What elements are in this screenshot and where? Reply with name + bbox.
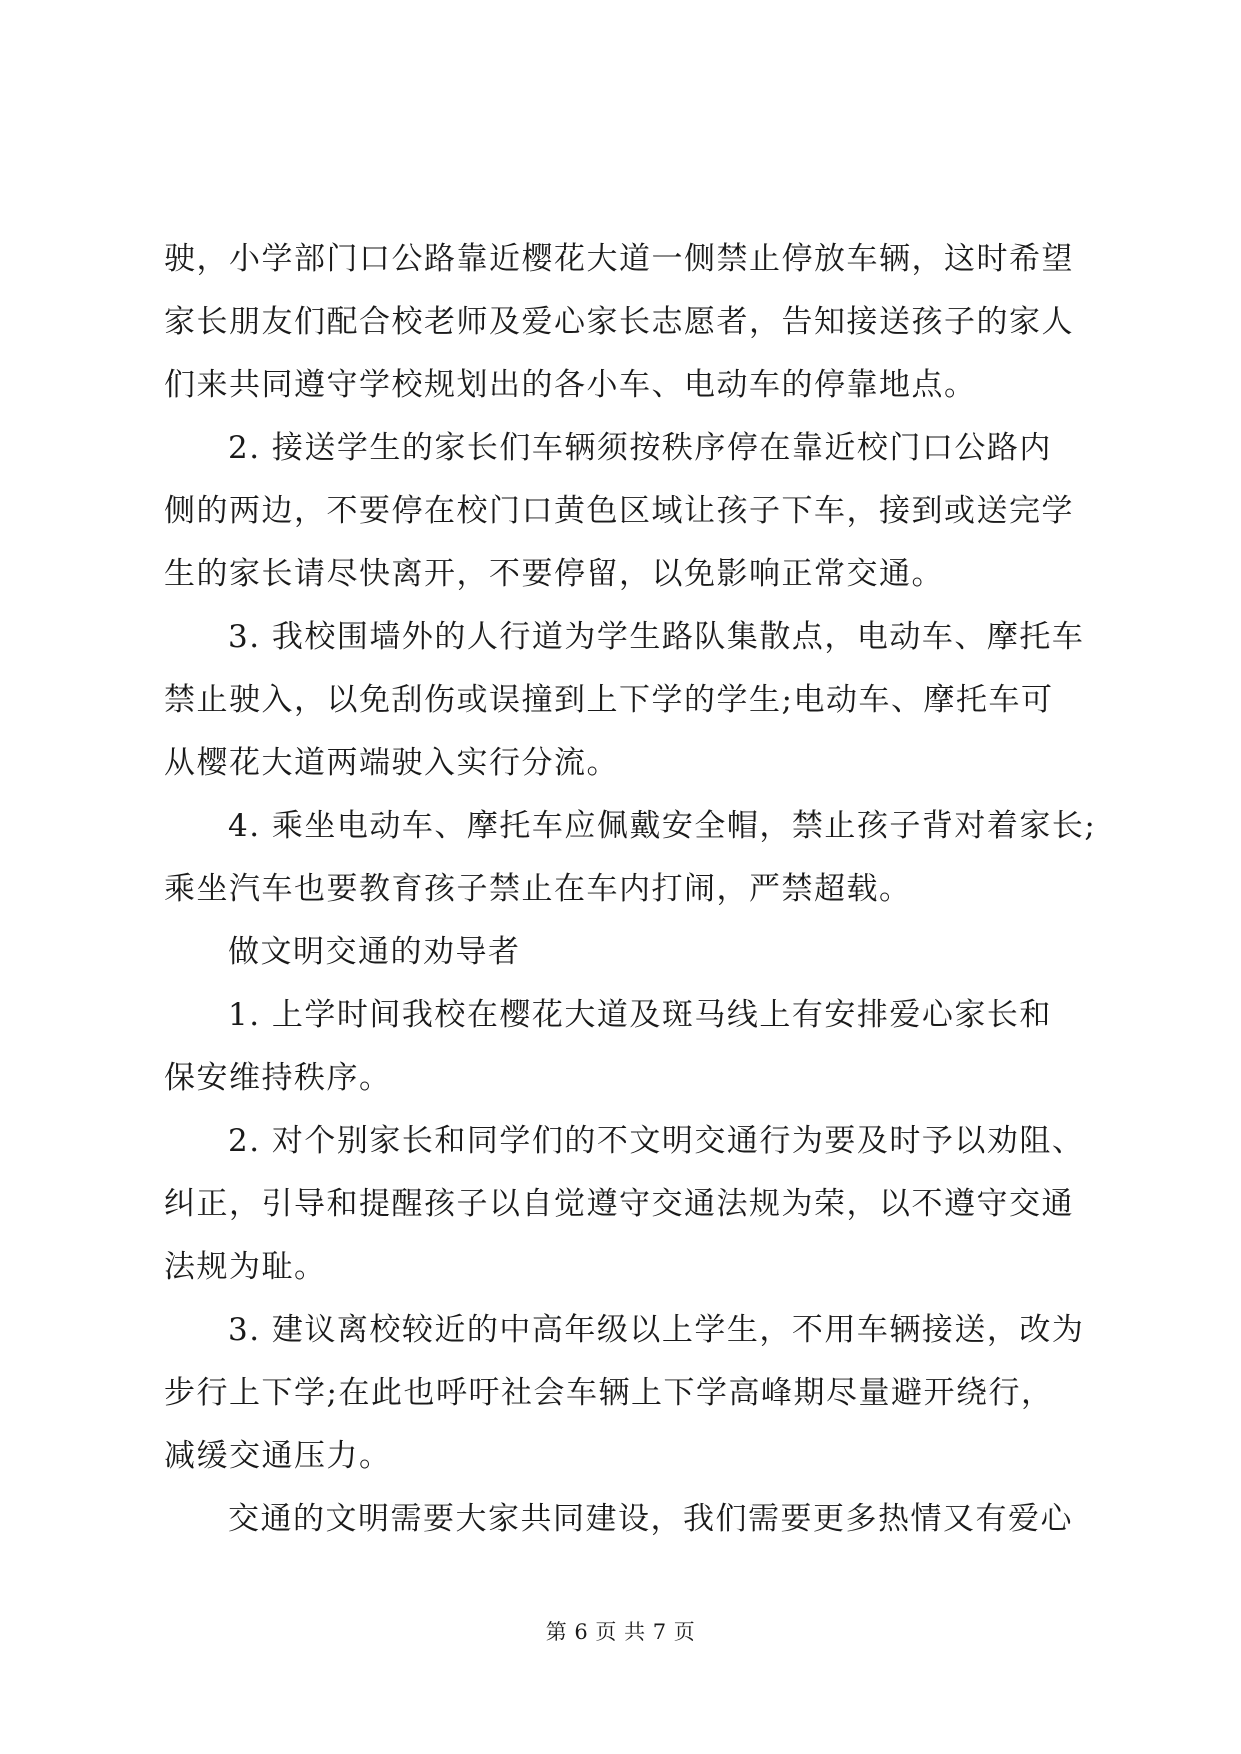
text-line: 保安维持秩序。 <box>164 1060 392 1096</box>
text-line: 禁止驶入，以免刮伤或误撞到上下学的学生;电动车、摩托车可 <box>164 682 1054 718</box>
paragraph-item-3-sidewalk <box>164 606 1084 795</box>
text-line: 纠正，引导和提醒孩子以自觉遵守交通法规为荣，以不遵守交通 <box>164 1186 1074 1222</box>
paragraph-item-2-dropoff <box>164 417 1084 606</box>
section-heading-traffic-advocate <box>164 921 1084 984</box>
page-number-footer: 第 6 页 共 7 页 <box>545 1620 696 1644</box>
text-line: 2. 对个别家长和同学们的不文明交通行为要及时予以劝阻、 <box>228 1123 1085 1159</box>
text-line: 生的家长请尽快离开，不要停留，以免影响正常交通。 <box>164 556 944 592</box>
document-body <box>164 228 1097 1551</box>
paragraph-advocate-item-3 <box>164 1299 1084 1488</box>
text-line: 减缓交通压力。 <box>164 1438 392 1474</box>
text-line: 乘坐汽车也要教育孩子禁止在车内打闹，严禁超载。 <box>164 871 912 907</box>
text-line: 从樱花大道两端驶入实行分流。 <box>164 745 619 781</box>
text-line: 1. 上学时间我校在樱花大道及斑马线上有安排爱心家长和 <box>228 997 1052 1033</box>
paragraph-advocate-item-1 <box>164 984 1084 1110</box>
text-line: 家长朋友们配合校老师及爱心家长志愿者，告知接送孩子的家人 <box>164 304 1074 340</box>
paragraph-item-4-helmets <box>164 795 1097 921</box>
text-line: 侧的两边，不要停在校门口黄色区域让孩子下车，接到或送完学 <box>164 493 1074 529</box>
text-line: 4. 乘坐电动车、摩托车应佩戴安全帽，禁止孩子背对着家长; <box>228 808 1097 844</box>
text-line: 们来共同遵守学校规划出的各小车、电动车的停靠地点。 <box>164 367 977 403</box>
text-line: 交通的文明需要大家共同建设，我们需要更多热情又有爱心 <box>228 1501 1073 1537</box>
paragraph-parking-continued <box>164 228 1084 417</box>
text-line: 做文明交通的劝导者 <box>228 934 521 970</box>
text-line: 2. 接送学生的家长们车辆须按秩序停在靠近校门口公路内 <box>228 430 1052 466</box>
paragraph-closing <box>164 1488 1084 1551</box>
paragraph-advocate-item-2 <box>164 1110 1084 1299</box>
text-line: 3. 我校围墙外的人行道为学生路队集散点，电动车、摩托车 <box>228 619 1085 655</box>
text-line: 3. 建议离校较近的中高年级以上学生，不用车辆接送，改为 <box>228 1312 1085 1348</box>
text-line: 法规为耻。 <box>164 1249 327 1285</box>
text-line: 驶，小学部门口公路靠近樱花大道一侧禁止停放车辆，这时希望 <box>164 241 1074 277</box>
text-line: 步行上下学;在此也呼吁社会车辆上下学高峰期尽量避开绕行， <box>164 1375 1054 1411</box>
